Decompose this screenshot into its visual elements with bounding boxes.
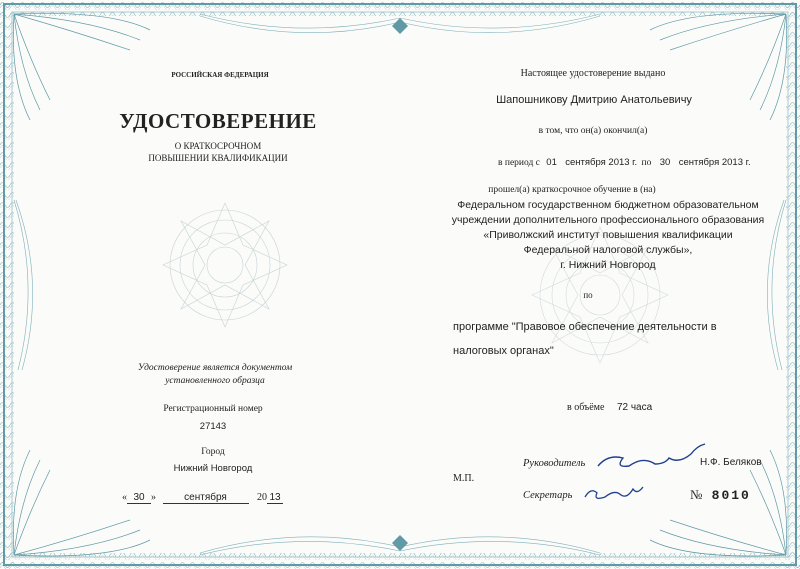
issued-to-label: Настоящее удостоверение выдано <box>520 68 666 79</box>
secretary-label: Секретарь <box>523 490 573 501</box>
program-line2: налоговых органах" <box>453 345 554 357</box>
volume-value: 72 часа <box>616 402 653 413</box>
number-label: № <box>690 487 703 502</box>
issue-date <box>122 492 283 504</box>
stamp-place: М.П. <box>453 473 475 484</box>
period-month-end: сентября 2013 г. <box>678 157 751 168</box>
reg-label: Регистрационный номер <box>163 404 263 414</box>
program-line1: программе "Правовое обеспечение деятельности в <box>453 321 717 333</box>
number-value: 8010 <box>711 488 751 503</box>
training-label: прошел(а) краткосрочное обучение в (на) <box>488 185 656 195</box>
date-year-suffix: 13 <box>267 492 283 504</box>
institution-line1: Федеральном государственном бюджетном образовательном <box>457 199 759 211</box>
institution-line3: «Приволжский институт повышения квалификации <box>483 229 733 241</box>
country-label: РОССИЙСКАЯ ФЕДЕРАЦИЯ <box>171 71 269 79</box>
period-month-start: сентября 2013 г. <box>565 157 638 168</box>
volume-label: в объёме <box>567 402 605 413</box>
secretary-signature <box>585 487 643 498</box>
finished-label: в том, что он(а) окончил(а) <box>538 126 648 136</box>
document-note-line2: установленного образца <box>165 376 265 386</box>
date-close-quote: » <box>151 492 156 503</box>
by-label: по <box>583 290 593 300</box>
period-to: по <box>641 158 652 168</box>
date-open-quote: « <box>122 492 127 503</box>
head-label: Руководитель <box>523 458 586 469</box>
period-line <box>498 157 751 168</box>
reg-number: 27143 <box>199 421 227 432</box>
date-day: 30 <box>127 492 151 504</box>
document-note-line1: Удостоверение является документом <box>137 363 293 373</box>
period-label-start: в период с <box>498 158 540 168</box>
subtitle-line1: О КРАТКОСРОЧНОМ <box>174 141 262 151</box>
institution-line5: г. Нижний Новгород <box>560 259 656 271</box>
period-day-end: 30 <box>659 157 671 168</box>
head-name: Н.Ф. Беляков <box>700 457 762 468</box>
head-signature <box>598 444 705 466</box>
certificate-number <box>690 487 751 503</box>
institution-line2: учреждении дополнительного профессионального образования <box>451 214 765 226</box>
recipient-name: Шапошникову Дмитрию Анатольевичу <box>496 94 692 106</box>
city-value: Нижний Новгород <box>173 463 253 474</box>
subtitle-line2: ПОВЫШЕНИИ КВАЛИФИКАЦИИ <box>148 153 288 163</box>
volume-line <box>567 402 652 413</box>
period-day-start: 01 <box>546 157 557 168</box>
rosette-left-icon <box>163 203 287 327</box>
date-year-prefix: 20 <box>257 492 267 503</box>
document-title: УДОСТОВЕРЕНИЕ <box>119 109 317 133</box>
city-label: Город <box>201 447 225 457</box>
institution-line4: Федеральной налоговой службы», <box>523 244 693 256</box>
date-month: сентября <box>163 492 249 504</box>
